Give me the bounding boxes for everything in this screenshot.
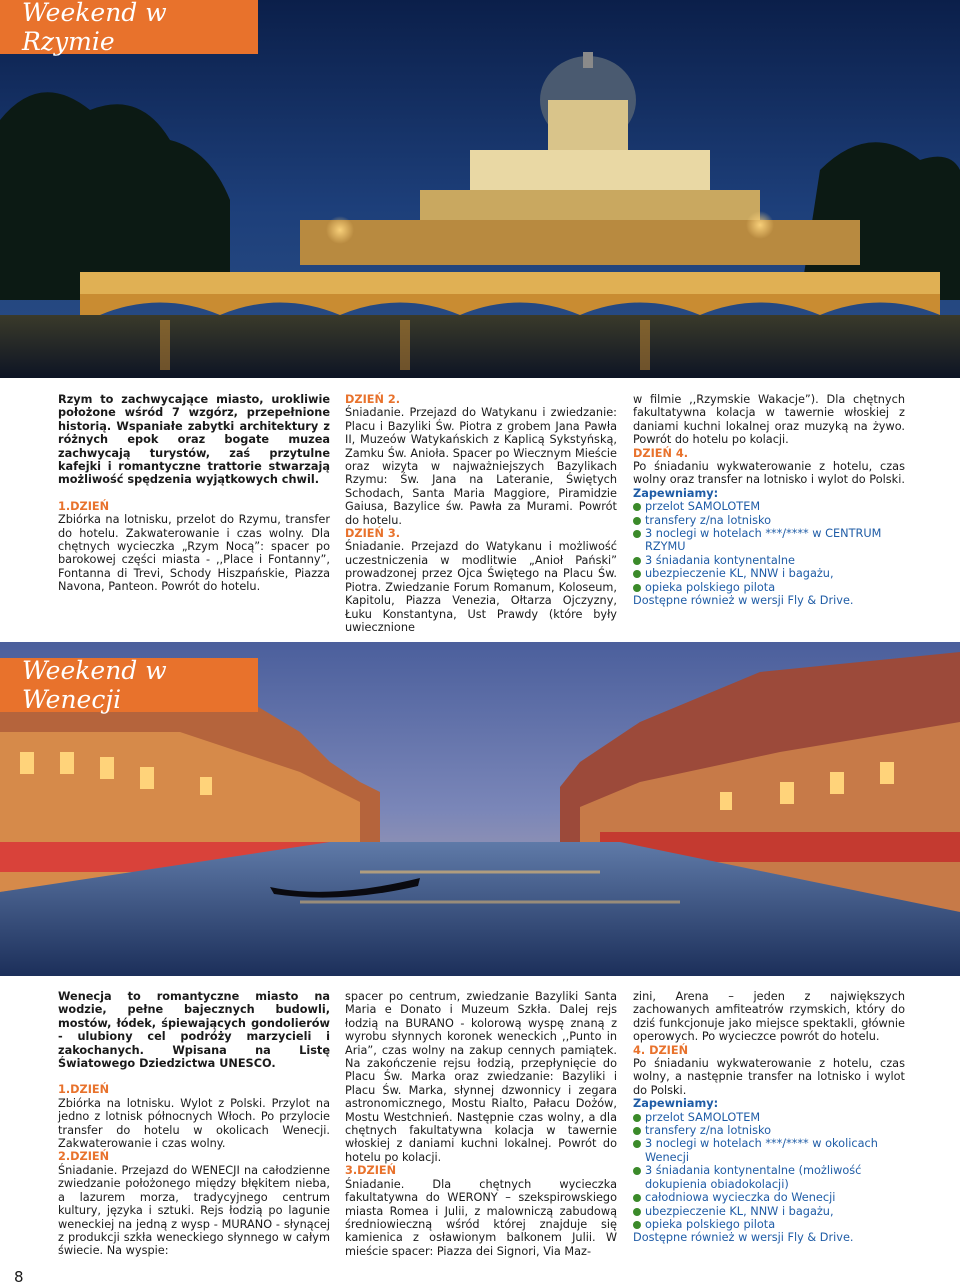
list-item: 3 noclegi w hotelach ***/**** w okolicach Wenecji	[633, 1137, 905, 1164]
venice-day1-label: 1.DZIEŃ	[58, 1083, 110, 1097]
list-item: transfery z/na lotnisko	[633, 514, 905, 527]
venice-title: Weekend w Wenecji	[22, 656, 167, 714]
rome-column-2	[345, 393, 617, 634]
venice-column-2	[345, 990, 617, 1258]
rome-title-banner	[0, 0, 258, 54]
list-item: opieka polskiego pilota	[633, 1218, 905, 1231]
rome-day1-label: 1.DZIEŃ	[58, 499, 110, 513]
venice-day4-text: Po śniadaniu wykwaterowanie z hotelu, czas wolny, a następnie transfer na lotnisko i wylot do Polski.	[633, 1057, 905, 1097]
list-item: przelot SAMOLOTEM	[633, 1111, 905, 1124]
rome-title: Weekend w Rzymie	[22, 0, 167, 56]
list-item: ubezpieczenie KL, NNW i bagażu,	[633, 1205, 905, 1218]
venice-day3-text-cont: zini, Arena – jeden z największych zachowanych amfiteatrów rzymskich, który do dziś funkcjonuje jako miejsce spektakli, głównie operowych. Po wycieczce powrót do hotelu.	[633, 990, 905, 1044]
list-item: przelot SAMOLOTEM	[633, 500, 905, 513]
rome-day3-text-cont: w filmie ,,Rzymskie Wakacje”). Dla chętnych fakultatywna kolacja w tawernie włoskiej z daniami kuchni lokalnej oraz muzyką na żywo. Powrót do hotelu po kolacji.	[633, 393, 905, 447]
list-item: 3 śniadania kontynentalne	[633, 554, 905, 567]
list-item: transfery z/na lotnisko	[633, 1124, 905, 1137]
venice-provide-label: Zapewniamy:	[633, 1097, 719, 1111]
venice-day3-label: 3.DZIEŃ	[345, 1164, 397, 1178]
rome-column-1	[58, 393, 330, 594]
venice-day2-label: 2.DZIEŃ	[58, 1150, 110, 1164]
rome-intro: Rzym to zachwycające miasto, urokliwie położone wśród 7 wzgórz, przepełnione historią. Wspaniałe zabytki architektury z różnych epok oraz bogate muzea zachwycają turystów, zaś przytulne kafejki i romantyczne trattorie stwarzają możliwość spędzenia wyjątkowych chwil.	[58, 393, 330, 487]
venice-column-3	[633, 990, 905, 1245]
rome-day2-label: DZIEŃ 2.	[345, 393, 401, 406]
venice-column-1	[58, 990, 330, 1258]
venice-provides-list	[633, 1111, 905, 1232]
rome-column-3	[633, 393, 905, 608]
rome-provides-list	[633, 500, 905, 594]
rome-night-photo	[0, 0, 960, 378]
venice-day1-text: Zbiórka na lotnisku. Wylot z Polski. Przylot na jedno z lotnisk północnych Włoch. Po przylocie transfer do hotelu w okolicach Wenecji. Zakwaterowanie i czas wolny.	[58, 1096, 330, 1151]
rome-day1-text: Zbiórka na lotnisku, przelot do Rzymu, transfer do hotelu. Zakwaterowanie i czas wolny. Dla chętnych wycieczka „Rzym Nocą”: spacer po barokowej części miasta - ,,Place i Fontanny”, Fontanna di Trevi, Schody Hiszpańskie, Piazza Navona, Panteon. Powrót do hotelu.	[58, 513, 330, 594]
venice-day4-label: 4. DZIEŃ	[633, 1043, 689, 1057]
venice-intro: Wenecja to romantyczne miasto na wodzie, pełne bajecznych budowli, mostów, łódek, śpiewających gondolierów - ulubiony cel podróży marzycieli i zakochanych. Wpisana na Listę Światowego Dziedzictwa UNESCO.	[58, 990, 330, 1071]
rome-fly-drive-note: Dostępne również w wersji Fly & Drive.	[633, 594, 854, 608]
rome-day4-text: Po śniadaniu wykwaterowanie z hotelu, czas wolny oraz transfer na lotnisko i wylot do Polski.	[633, 460, 905, 487]
rome-day3-text: Śniadanie. Przejazd do Watykanu i możliwość uczestniczenia w modlitwie „Anioł Pański” prowadzonej przez Ojca Świętego na Placu Św. Piotra. Zwiedzanie Forum Romanum, Koloseum, Kapitolu, Piazza Venezia, Ołtarza Ojczyzny, Łuku Konstantyna, Ust Prawdy (które były uwiecznione	[345, 540, 617, 634]
venice-day2-text: Śniadanie. Przejazd do WENECJI na całodzienne zwiedzanie położonego między błękitem nieba, a lazurem morza, tradycyjnego centrum kultury, języka i sztuki. Rejs łodzią po lagunie weneckiej na jedną z wysp - MURANO - słynącej z produkcji szkła weneckiego słynnego w całym świecie. Na wyspie:	[58, 1163, 330, 1258]
venice-day2-text-cont: spacer po centrum, zwiedzanie Bazyliki Santa Maria e Donato i Muzeum Szkła. Dalej rejs łodzią na BURANO - kolorową wyspę znaną z wyrobu słynnych koronek weneckich ,,Punto in Aria”, czas wolny na zakup cennych pamiątek. Na zakończenie rejsu łodzią, przepłynięcie do Placu Św. Marka oraz zwiedzanie: Bazyliki i Placu Św. Marka, słynnej dzwonnicy i zegara astronomicznego, Mostu Rialto, Pałacu Dożów, Mostu Westchnień. Następnie czas wolny, a dla chętnych fakultatywna kolacja w tawernie włoskiej z daniami kuchni lokalnej. Powrót do hotelu po kolacji.	[345, 990, 617, 1164]
rome-day2-text: Śniadanie. Przejazd do Watykanu i zwiedzanie: Placu i Bazyliki Św. Piotra z grobem Jana Pawła II, Muzeów Watykańskich z Kaplicą Sykstyńską, Zamku Św. Anioła. Spacer po Wiecznym Mieście oraz wizyta w najważniejszych Bazylikach Rzymu: Św. Jana na Lateranie, Świętych Schodach, Santa Maria Maggiore, Piramidzie Gaiusa, Bazylice św. Pawła za Murami. Powrót do hotelu.	[345, 406, 617, 527]
list-item: ubezpieczenie KL, NNW i bagażu,	[633, 567, 905, 580]
venice-fly-drive-note: Dostępne również w wersji Fly & Drive.	[633, 1231, 854, 1245]
page-number: 8	[14, 1268, 24, 1286]
list-item: 3 śniadania kontynentalne (możliwość dokupienia obiadokolacji)	[633, 1164, 905, 1191]
venice-title-banner	[0, 658, 258, 712]
venice-day3-text: Śniadanie. Dla chętnych wycieczka fakultatywna do WERONY – szekspirowskiego miasta Romea i Julii, z malowniczą zabudową średniowieczną wśród której znajduje się kamienica z osławionym balkonem Julii. W mieście spacer: Piazza dei Signori, Via Maz-	[345, 1177, 617, 1258]
rome-day3-label: DZIEŃ 3.	[345, 527, 401, 541]
list-item: całodniowa wycieczka do Wenecji	[633, 1191, 905, 1204]
list-item: opieka polskiego pilota	[633, 581, 905, 594]
rome-provide-label: Zapewniamy:	[633, 486, 719, 500]
rome-day4-label: DZIEŃ 4.	[633, 446, 689, 460]
list-item: 3 noclegi w hotelach ***/**** w CENTRUM RZYMU	[633, 527, 905, 554]
